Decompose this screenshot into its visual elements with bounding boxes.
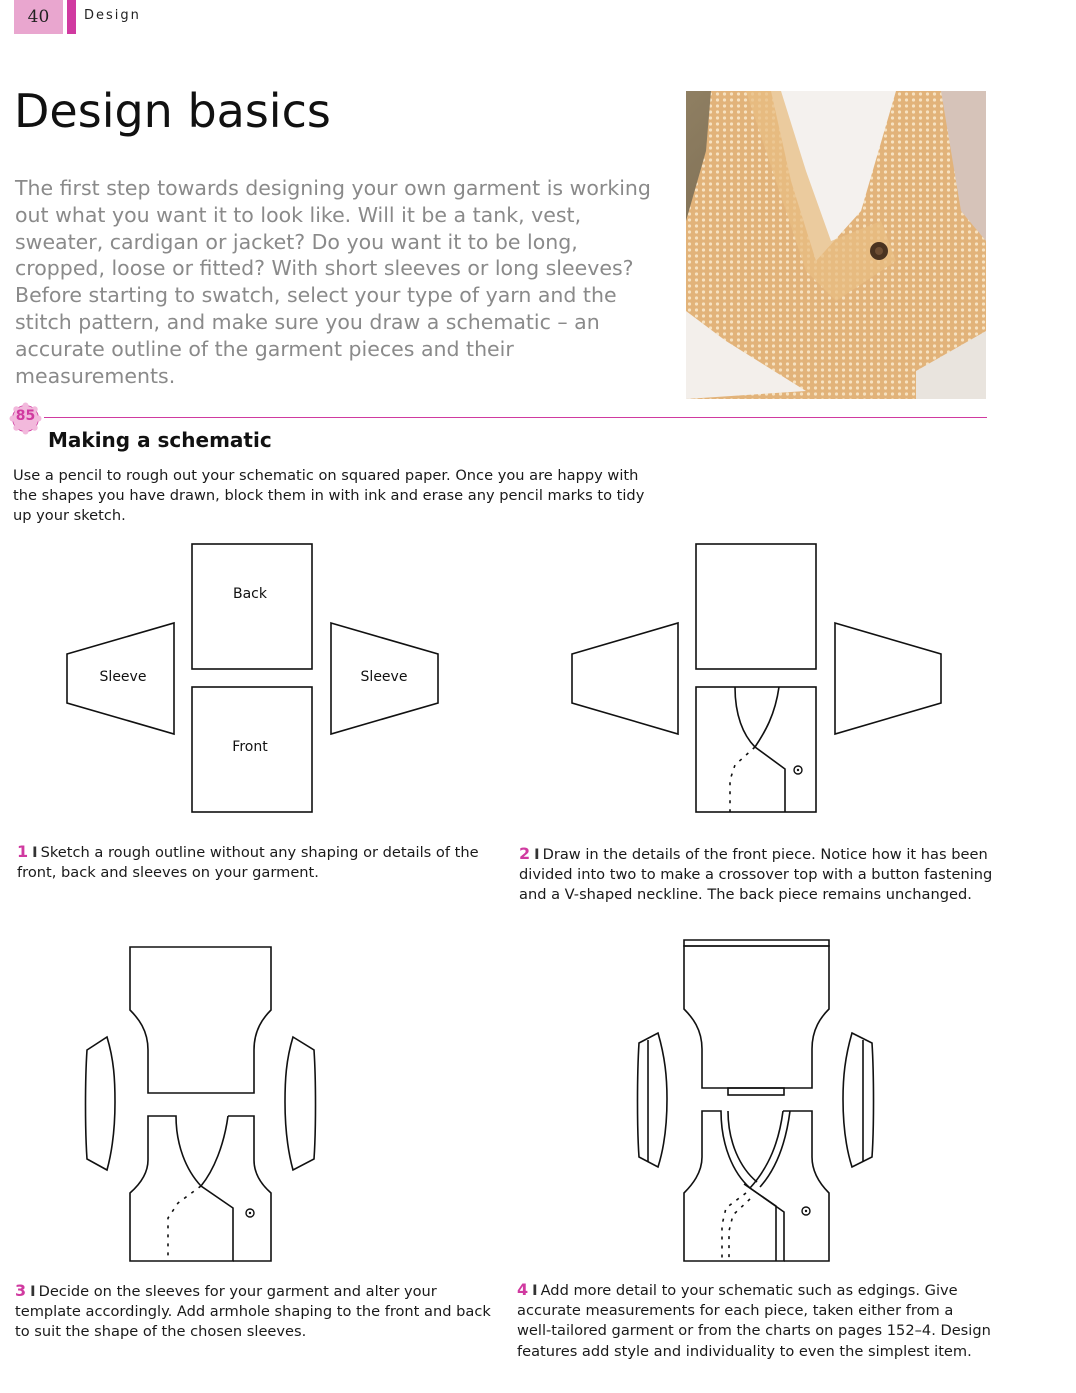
front-piece — [130, 1116, 233, 1261]
step-3-text: Decide on the sleeves for your garment and alter your template accordingly. Add armhole shaping to the front and back to suit the shape of the chosen sleeves. — [15, 1283, 491, 1341]
step-3-number: 3 — [15, 1281, 27, 1300]
step-3-divider: I — [30, 1283, 36, 1300]
back-piece — [130, 947, 271, 1093]
schematic-step-3 — [80, 940, 325, 1270]
step-2-caption — [519, 844, 994, 906]
tip-number: 85 — [15, 408, 36, 424]
page-title: Design basics — [14, 84, 331, 138]
step-4-divider: I — [532, 1282, 538, 1299]
back-label: Back — [233, 586, 267, 602]
button-circle-icon — [246, 1209, 254, 1217]
step-1-number: 1 — [17, 842, 29, 861]
front-label: Front — [232, 739, 268, 755]
left-sleeve — [86, 1037, 116, 1170]
step-4-number: 4 — [517, 1280, 529, 1299]
step-2-text: Draw in the details of the front piece. Notice how it has been divided into two to make a crossover top with a button fastening and a V-shaped neckline. The back piece remains unchanged. — [519, 846, 993, 904]
step-2-divider: I — [534, 846, 540, 863]
step-2-number: 2 — [519, 844, 531, 863]
tip-lead: Use a pencil to rough out your schematic on squared paper. Once you are happy with the shapes you have drawn, block them in with ink and erase any pencil marks to tidy up your sketch. — [13, 467, 645, 525]
intro-paragraph: The first step towards designing your own garment is working out what you want it to look like. Will it be a tank, vest, sweater, cardigan or jacket? Do you want it to be long, cropped, loose or fitted? With short sleeves or long sleeves? Before starting to swatch, select your type of yarn and the stitch pattern, and make sure you draw a schematic – an accurate outline of the garment pieces and their measurements. — [15, 176, 651, 388]
button-circle-icon — [794, 766, 802, 774]
step-1-caption — [17, 842, 492, 883]
garment-photo — [686, 91, 986, 399]
schematic-step-1 — [60, 540, 445, 815]
front-piece — [684, 1111, 784, 1261]
step-4-caption — [517, 1280, 992, 1362]
schematic-step-2 — [565, 540, 950, 815]
step-3-caption — [15, 1281, 493, 1343]
right-sleeve — [285, 1037, 316, 1170]
section-rule — [44, 417, 987, 418]
step-4-text: Add more detail to your schematic such as edgings. Give accurate measurements for each piece, taken either from a well-tailored garment or from the charts on pages 152–4. Design features add style and individuality to even the simplest item. — [517, 1282, 991, 1360]
button-circle-icon — [802, 1207, 810, 1215]
section-label: Design — [84, 8, 141, 23]
left-sleeve-label: Sleeve — [99, 669, 147, 685]
tip-heading: Making a schematic — [48, 428, 272, 452]
back-piece — [684, 946, 829, 1088]
right-sleeve — [843, 1033, 874, 1167]
back-piece — [192, 544, 312, 669]
step-1-divider: I — [32, 844, 38, 861]
step-1-text: Sketch a rough outline without any shaping or details of the front, back and sleeves on your garment. — [17, 844, 479, 882]
section-marker — [67, 0, 76, 34]
left-sleeve — [638, 1033, 668, 1167]
right-sleeve-label: Sleeve — [360, 669, 408, 685]
schematic-step-4 — [630, 935, 880, 1270]
page-number: 40 — [14, 0, 63, 34]
